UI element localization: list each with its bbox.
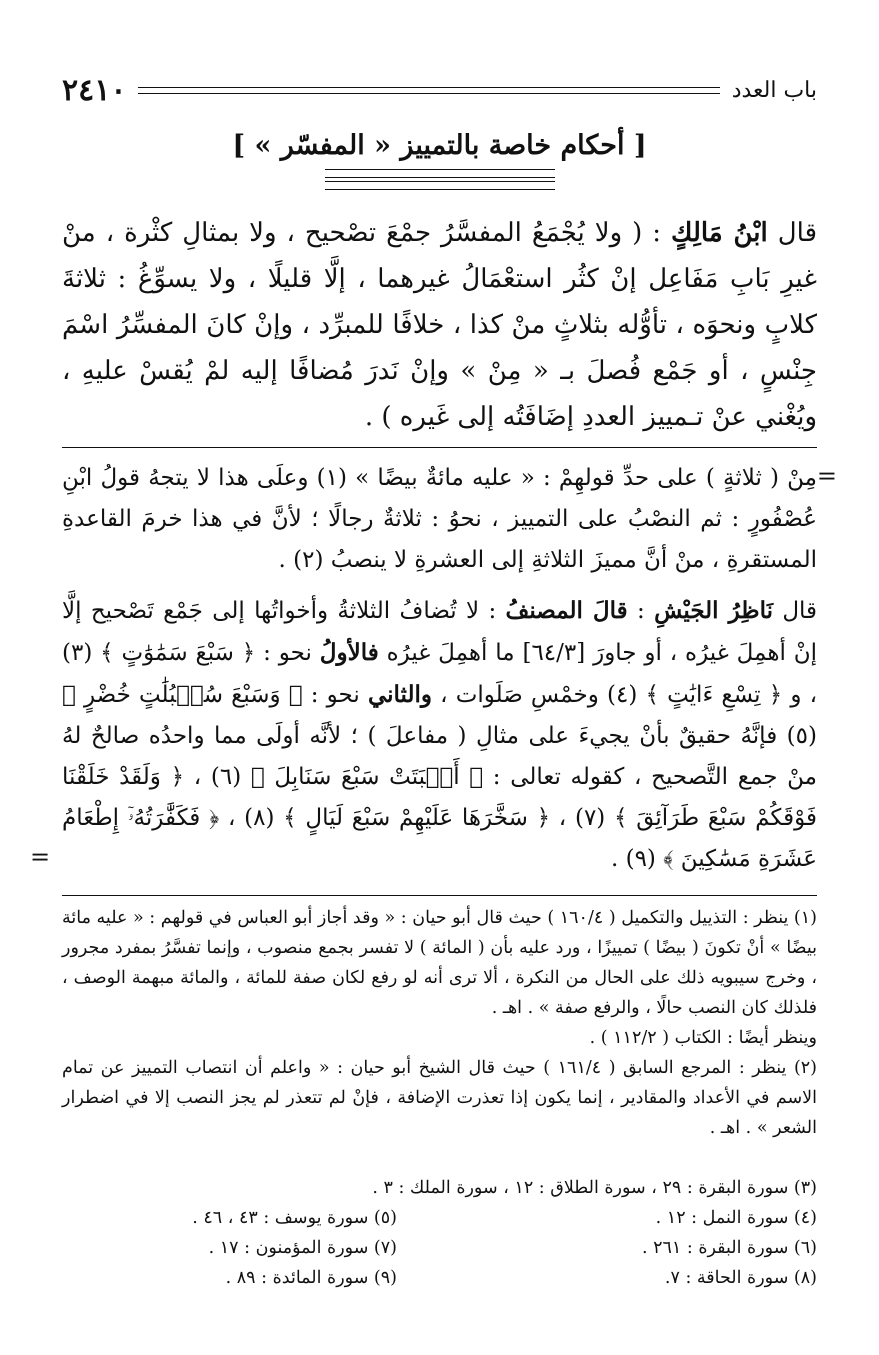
- footnote-row: [62, 1203, 817, 1233]
- footnotes: [62, 903, 817, 1143]
- footnote-references: [62, 1173, 817, 1293]
- commentary-continued: مِنْ ( ثلاثةٍ ) على حدِّ قولهِمْ : « عليه مائةٌ بيضًا » (١) وعلَى هذا لا يتجهُ قولُ ابْنِ عُصْفُورٍ : ثم النصْبُ على التمييز ، نحوُ : ثلاثةٌ رجالًا ؛ لأنَّ في هذا خرمَ القاعدةِ المستقرةِ ، منْ أنَّ مميزَ الثلاثةِ إلى العشرةِ لا ينصبُ (٢) .: [62, 465, 817, 573]
- chapter-title: باب العدد: [731, 77, 817, 103]
- commentary-part-1: : لا تُضافُ الثلاثةُ وأخواتُها إلى جَمْع تَصْحيح إلَّا إنْ أهمِلَ غيرُه ، أو جاورَ [٦٤/٣] ما أهمِلَ غيرُه: [62, 598, 817, 666]
- footnote-3: (٣) سورة البقرة : ٢٩ ، سورة الطلاق : ١٢ ، سورة الملك : ٣ .: [372, 1178, 817, 1198]
- page-number: ٢٤١٠: [62, 72, 127, 108]
- main-text: [62, 210, 817, 440]
- footnote-row: [62, 1263, 817, 1293]
- page-header: [62, 70, 817, 110]
- continuation-mark-end: =: [30, 843, 51, 871]
- main-author: ابْنُ مَالِكٍ: [671, 218, 768, 248]
- label-musannif: قالَ المصنفُ: [505, 597, 628, 624]
- title-underline-second: [325, 181, 555, 190]
- footnote-5: (٥) سورة يوسف : ٤٣ ، ٤٦ .: [192, 1208, 397, 1228]
- title-underline: [325, 169, 555, 178]
- footnote-6: (٦) سورة البقرة : ٢٦١ .: [641, 1238, 817, 1258]
- commentary-part-3: نحو : ﴿ وَسَبْعَ سُنۢبُلَٰتٍ خُضْرٍ ﴾ (٥) فإنَّهُ حقيقٌ بأنْ يجيءَ على مثالِ ( مفاعلَ ) ؛ لأنَّه أولَى مما واحدُه صالحٌ لهُ منْ جمع التَّصحيح ، كقوله تعالى : ﴿ أَنۢبَتَتْ سَبْعَ سَنَابِلَ ﴾ (٦) ، ﴿ وَلَقَدْ خَلَقْنَا فَوْقَكُمْ سَبْعَ طَرَآئِقَ ﴾ (٧) ، ﴿ سَخَّرَهَا عَلَيْهِمْ سَبْعَ لَيَالٍ ﴾ (٨) ، ﴿ فَكَفَّٰرَتُهُۥٓ إِطْعَامُ عَشَرَةِ مَسَٰكِينَ ﴾ (٩) .: [62, 682, 817, 872]
- footnote-1-extra: وينظر أيضًا : الكتاب ( ١١٢/٢ ) .: [589, 1028, 817, 1048]
- footnote-separator: [62, 895, 817, 896]
- footnote-row: [62, 1173, 817, 1203]
- footnote-9: (٩) سورة المائدة : ٨٩ .: [225, 1268, 397, 1288]
- colon: :: [636, 598, 645, 624]
- commentary-author: نَاظِرُ الجَيْشِ: [654, 597, 773, 624]
- main-body: : ( ولا يُجْمَعُ المفسَّرُ جمْعَ تصْحيح ، ولا بمثالِ كثْرة ، منْ غيرِ بَابِ مَفَاعِل إنْ كثُر استعْمَالُ غيرهما ، إلَّا قليلًا ، ولا يسوِّغُ : ثلاثةَ كلابٍ ونحوَه ، تأوُّله بثلاثٍ منْ كذا ، خلافًا للمبرِّد ، وإنْ كانَ المفسِّرُ اسْمَ جِنْسٍ ، أو جَمْع فُصلَ بـ « مِنْ » وإنْ نَدرَ مُضافًا إليه لمْ يُقسْ عليهِ ، ويُغْني عنْ تـمييز العددِ إضَافَتُه إلى غَيره ) .: [62, 218, 817, 432]
- header-rule: [138, 87, 719, 94]
- footnote-row: [62, 1233, 817, 1263]
- label-first: فالأولُ: [319, 639, 379, 666]
- main-separator: [62, 447, 817, 448]
- commentary-intro: قال: [782, 598, 818, 624]
- section-title: [ أحكام خاصة بالتمييز « المفسّر » ]: [232, 130, 647, 161]
- commentary-part-2: نحو : ﴿ سَبْعَ سَمَٰوَٰتٍ ﴾ (٣) ، و ﴿ تِسْعِ ءَايَٰتٍ ﴾ (٤) وخمْسِ صَلَوات ،: [62, 640, 818, 708]
- main-intro: قال: [777, 218, 818, 248]
- label-second: والثاني: [367, 681, 432, 708]
- footnote-2: (٢) ينظر : المرجع السابق ( ١٦١/٤ ) حيث قال الشيخ أبو حيان : « واعلم أن انتصاب التمييز عن تمام الاسم في الأعداد والمقادير ، إنما يكون إذا تعذرت الإضافة ، فإنْ لم تتعذر لم يجز النصب إلا في اضطرار الشعر » . اهـ .: [62, 1058, 817, 1138]
- commentary-nazir-al-jaysh: [62, 590, 817, 880]
- footnote-1: (١) ينظر : التذييل والتكميل ( ١٦٠/٤ ) حيث قال أبو حيان : « وقد أجاز أبو العباس في قولهم : « عليه مائة بيضًا » أنْ تكونَ ( بيضًا ) تمييزًا ، ورد عليه بأن ( المائة ) لا تفسر بجمع منصوب ، وإنما تفسَّرُ بمفرد مجرور ، وخرج سيبويه ذلك على الحال من النكرة ، ألا ترى أنه لو رفع لكان صفة للمائة ، والمائة مبهمة الوصف ، فلذلك كان النصب حالًا ، والرفع صفة » . اهـ .: [62, 908, 817, 1018]
- footnote-4: (٤) سورة النمل : ١٢ .: [655, 1208, 817, 1228]
- section-heading: [0, 130, 879, 190]
- footnote-7: (٧) سورة المؤمنون : ١٧ .: [208, 1238, 397, 1258]
- footnote-8: (٨) سورة الحاقة : ٧.: [664, 1268, 817, 1288]
- continuation-mark-start: =: [816, 462, 837, 490]
